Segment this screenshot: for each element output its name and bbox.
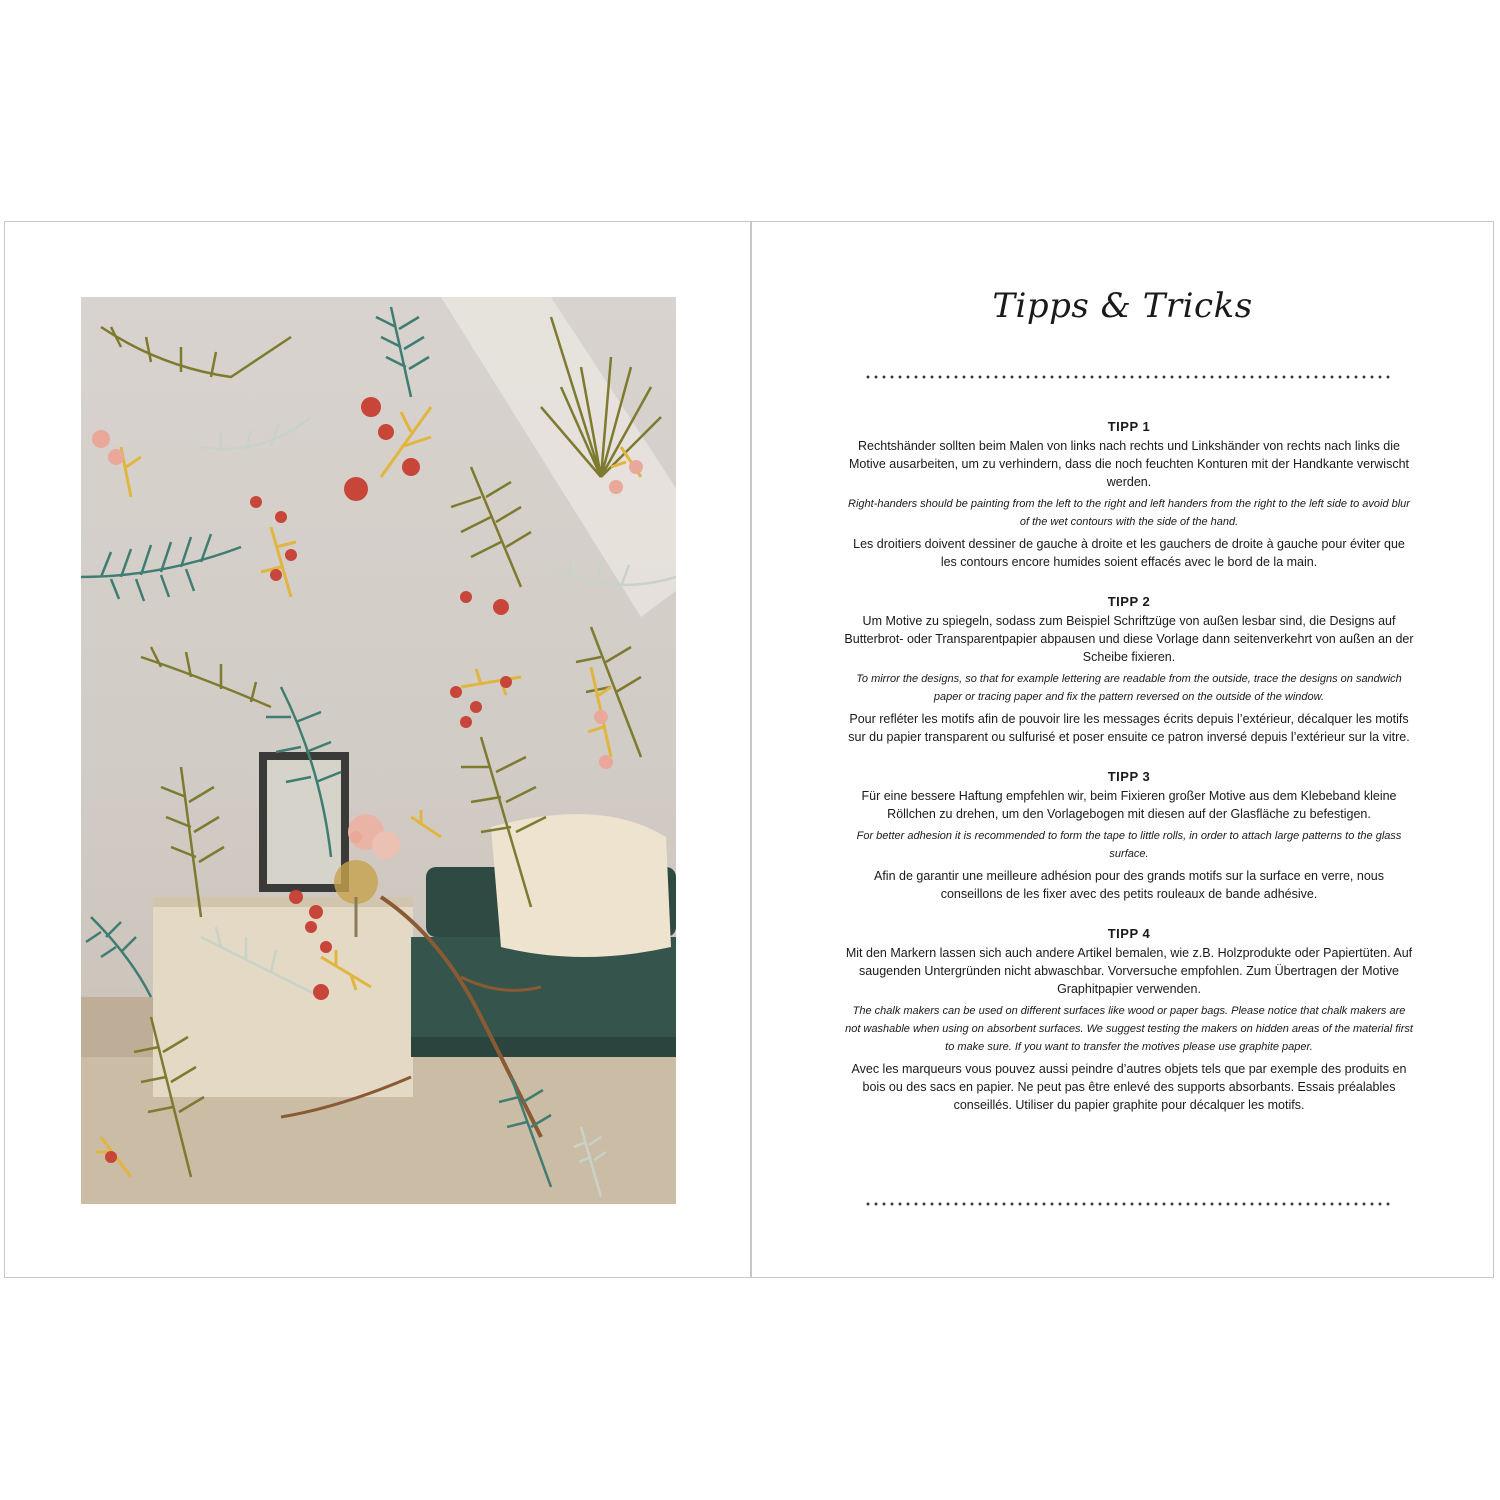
tip-text-fr: Avec les marqueurs vous pouvez aussi peindre d’autres objets tels que par exemple des produits en bois ou des sacs en papier. Ne peut pas être enlevé des supports absorbants. Essais préalables conseillés. Utiliser du papier graphite pour décalquer les motifs. [851,1062,1407,1112]
book-spread [4,221,1494,1278]
tip-text-en: For better adhesion it is recommended to form the tape to little rolls, in order to attach large patterns to the glass surface. [856,830,1402,860]
tip-text-en: The chalk makers can be used on different surfaces like wood or paper bags. Please notice that chalk makers are not washable when using on absorbent surfaces. We suggest testing the makers on hidden areas of the material first to make sure. If you want to transfer the motives please use graphite paper. [845,1005,1413,1053]
tip-text-en: To mirror the designs, so that for example lettering are readable from the outside, trace the designs on sandwich paper or tracing paper and fix the pattern reversed on the outside of the window. [856,673,1402,703]
tip-1 [844,418,1414,571]
tip-text-fr: Les droitiers doivent dessiner de gauche à droite et les gauchers de droite à gauche pour éviter que les contours encore humides soient effacés avec le bord de la main. [853,537,1405,569]
tip-4 [844,925,1414,1114]
tips-page [752,222,1493,1277]
tip-text-de: Für eine bessere Haftung empfehlen wir, beim Fixieren großer Motive aus dem Klebeband kleine Röllchen zu drehen, um den Vorlagebogen mit diesen auf der Glasfläche zu befestigen. [861,789,1397,821]
tip-3 [844,768,1414,903]
tip-text-fr: Pour refléter les motifs afin de pouvoir lire les messages écrits depuis l’extérieur, décalquer les motifs sur du papier transparent ou sulfurisé et poser ensuite ce patron inversé depuis l’extérieur sur la vitre. [848,712,1410,744]
tip-text-de: Rechtshänder sollten beim Malen von links nach rechts und Linkshänder von rechts nach links die Motive ausarbeiten, um zu verhindern, dass die noch feuchten Konturen mit der Handkante verwischt werden. [848,439,1410,489]
tip-text-de: Um Motive zu spiegeln, sodass zum Beispiel Schriftzüge von außen lesbar sind, die Designs auf Butterbrot- oder Transparentpapier abpausen und diese Vorlage dann seitenverkehrt von außen an der Scheibe fixieren. [844,614,1414,664]
tip-heading: TIPP 2 [1107,594,1151,609]
tip-text-en: Right-handers should be painting from the left to the right and left handers from the right to the left side to avoid blur of the wet contours with the side of the hand. [848,498,1410,528]
botanical-illustration [81,297,676,1204]
tip-text-de: Mit den Markern lassen sich auch andere Artikel bemalen, wie z.B. Holzprodukte oder Papiertüten. Auf saugenden Untergründen nicht abwaschbar. Vorversuche empfohlen. Zum Übertragen der Motive Graphitpapier verwenden. [845,946,1413,996]
tip-heading: TIPP 4 [1107,926,1151,941]
tips-list [844,418,1414,1136]
dotted-divider-bottom [864,1202,1392,1206]
tip-2 [844,593,1414,746]
botanical-window-photo [81,297,676,1204]
tip-heading: TIPP 3 [1107,769,1151,784]
tip-text-fr: Afin de garantir une meilleure adhésion pour des grands motifs sur la surface en verre, nous conseillons de les fixer avec des petits rouleaux de bande adhésive. [873,869,1384,901]
page-title: Tipps & Tricks [992,286,1253,326]
tip-heading: TIPP 1 [1107,419,1151,434]
dotted-divider-top [864,375,1392,379]
